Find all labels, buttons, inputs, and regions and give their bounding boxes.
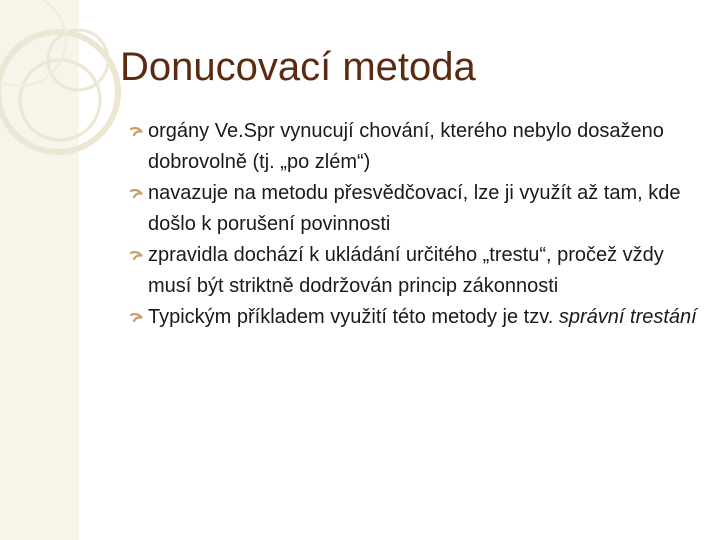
bullet-text: zpravidla dochází k ukládání určitého „trestu“, pročež vždy musí být striktně dodržován princip zákonnosti: [148, 244, 664, 297]
bullet-item: [130, 302, 710, 333]
slide-title: Donucovací metoda: [120, 45, 476, 89]
bullet-list: [130, 116, 710, 333]
bullet-text: navazuje na metodu přesvědčovací, lze ji využít až tam, kde došlo k porušení povinnosti: [148, 182, 681, 235]
curved-bullet-icon: [130, 302, 146, 333]
bullet-emphasis: správní trestání: [558, 306, 697, 328]
curved-bullet-icon: [130, 178, 146, 209]
bullet-item: [130, 240, 710, 302]
bullet-text: orgány Ve.Spr vynucují chování, kterého nebylo dosaženo dobrovolně (tj. „po zlém“): [148, 120, 664, 173]
curved-bullet-icon: [130, 240, 146, 271]
bullet-item: [130, 178, 710, 240]
curved-bullet-icon: [130, 116, 146, 147]
bullet-text: Typickým příkladem využití této metody je tzv.: [148, 306, 559, 328]
bullet-item: [130, 116, 710, 178]
